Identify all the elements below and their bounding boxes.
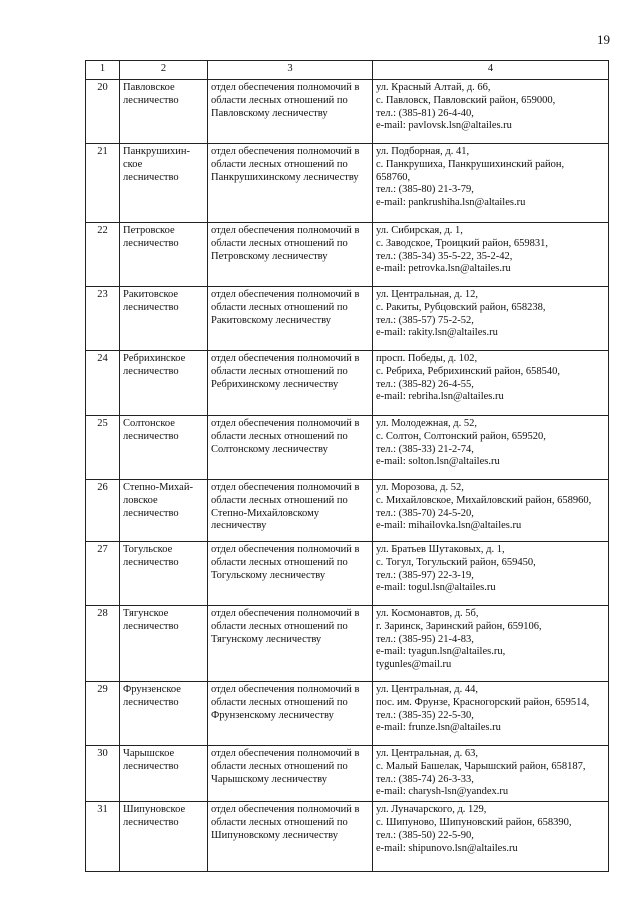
row-number: 29 bbox=[86, 682, 120, 746]
forestry-name: Степно-Михай- ловское лесничество bbox=[120, 480, 208, 542]
contact-info: просп. Победы, д. 102, с. Ребриха, Ребрихинский район, 658540, тел.: (385-82) 26-4-55, e-mail: rebriha.lsn@altailes.ru bbox=[373, 351, 609, 416]
forestry-name: Ракитовское лесничество bbox=[120, 287, 208, 351]
table-row bbox=[86, 223, 609, 287]
row-number: 25 bbox=[86, 416, 120, 480]
contact-info: ул. Морозова, д. 52, с. Михайловское, Михайловский район, 658960, тел.: (385-70) 24-5-20, e-mail: mihailovka.lsn@altailes.ru bbox=[373, 480, 609, 542]
department: отдел обеспечения полномочий в области лесных отношений по Петровскому лесничеству bbox=[208, 223, 373, 287]
header-cell-2: 2 bbox=[120, 61, 208, 80]
header-cell-3: 3 bbox=[208, 61, 373, 80]
forestry-name: Тогульское лесничество bbox=[120, 542, 208, 606]
forestry-name: Павловское лесничество bbox=[120, 80, 208, 144]
row-number: 27 bbox=[86, 542, 120, 606]
department: отдел обеспечения полномочий в области лесных отношений по Шипуновскому лесничеству bbox=[208, 802, 373, 872]
department: отдел обеспечения полномочий в области лесных отношений по Тогульскому лесничеству bbox=[208, 542, 373, 606]
forestry-name: Ребрихинское лесничество bbox=[120, 351, 208, 416]
department: отдел обеспечения полномочий в области лесных отношений по Солтонскому лесничеству bbox=[208, 416, 373, 480]
department: отдел обеспечения полномочий в области лесных отношений по Фрунзенскому лесничеству bbox=[208, 682, 373, 746]
contact-info: ул. Центральная, д. 44, пос. им. Фрунзе, Красногорский район, 659514, тел.: (385-35) 22-5-30, e-mail: frunze.lsn@altailes.ru bbox=[373, 682, 609, 746]
row-number: 21 bbox=[86, 144, 120, 223]
forestry-name: Солтонское лесничество bbox=[120, 416, 208, 480]
forestry-name: Шипуновское лесничество bbox=[120, 802, 208, 872]
department: отдел обеспечения полномочий в области лесных отношений по Чарышскому лесничеству bbox=[208, 746, 373, 802]
forestry-name: Чарышское лесничество bbox=[120, 746, 208, 802]
department: отдел обеспечения полномочий в области лесных отношений по Ребрихинскому лесничеству bbox=[208, 351, 373, 416]
department: отдел обеспечения полномочий в области лесных отношений по Павловскому лесничеству bbox=[208, 80, 373, 144]
row-number: 20 bbox=[86, 80, 120, 144]
row-number: 23 bbox=[86, 287, 120, 351]
row-number: 24 bbox=[86, 351, 120, 416]
forestry-name: Панкрушихин- ское лесничество bbox=[120, 144, 208, 223]
department: отдел обеспечения полномочий в области лесных отношений по Ракитовскому лесничеству bbox=[208, 287, 373, 351]
header-cell-4: 4 bbox=[373, 61, 609, 80]
department: отдел обеспечения полномочий в области лесных отношений по Тягунскому лесничеству bbox=[208, 606, 373, 682]
header-cell-1: 1 bbox=[86, 61, 120, 80]
contact-info: ул. Молодежная, д. 52, с. Солтон, Солтонский район, 659520, тел.: (385-33) 21-2-74, e-mail: solton.lsn@altailes.ru bbox=[373, 416, 609, 480]
row-number: 22 bbox=[86, 223, 120, 287]
forestry-name: Петровское лесничество bbox=[120, 223, 208, 287]
contact-info: ул. Подборная, д. 41, с. Панкрушиха, Панкрушихинский район, 658760, тел.: (385-80) 21-3-79, e-mail: pankrushiha.lsn@altailes.ru bbox=[373, 144, 609, 223]
row-number: 30 bbox=[86, 746, 120, 802]
page-number: 19 bbox=[597, 32, 610, 47]
row-number: 26 bbox=[86, 480, 120, 542]
contact-info: ул. Сибирская, д. 1, с. Заводское, Троицкий район, 659831, тел.: (385-34) 35-5-22, 35-2-42, e-mail: petrovka.lsn@altailes.ru bbox=[373, 223, 609, 287]
row-number: 31 bbox=[86, 802, 120, 872]
table-row bbox=[86, 351, 609, 416]
department: отдел обеспечения полномочий в области лесных отношений по Панкрушихинскому лесничеству bbox=[208, 144, 373, 223]
header-row bbox=[86, 61, 609, 80]
department: отдел обеспечения полномочий в области лесных отношений по Степно-Михайловскому лесничеству bbox=[208, 480, 373, 542]
table-row bbox=[86, 480, 609, 542]
forestry-name: Фрунзенское лесничество bbox=[120, 682, 208, 746]
contact-info: ул. Центральная, д. 12, с. Ракиты, Рубцовский район, 658238, тел.: (385-57) 75-2-52, e-mail: rakity.lsn@altailes.ru bbox=[373, 287, 609, 351]
table-row bbox=[86, 80, 609, 144]
contact-info: ул. Луначарского, д. 129, с. Шипуново, Шипуновский район, 658390, тел.: (385-50) 22-5-90, e-mail: shipunovo.lsn@altailes.ru bbox=[373, 802, 609, 872]
forestry-name: Тягунское лесничество bbox=[120, 606, 208, 682]
table-row bbox=[86, 287, 609, 351]
contact-info: ул. Космонавтов, д. 5б, г. Заринск, Заринский район, 659106, тел.: (385-95) 21-4-83, e-mail: tyagun.lsn@altailes.ru, tygunles@mail.ru bbox=[373, 606, 609, 682]
contact-info: ул. Братьев Шутаковых, д. 1, с. Тогул, Тогульский район, 659450, тел.: (385-97) 22-3-19, e-mail: togul.lsn@altailes.ru bbox=[373, 542, 609, 606]
row-number: 28 bbox=[86, 606, 120, 682]
table-row bbox=[86, 542, 609, 606]
table-row bbox=[86, 746, 609, 802]
contact-info: ул. Центральная, д. 63, с. Малый Башелак, Чарышский район, 658187, тел.: (385-74) 26-3-33, e-mail: charysh-lsn@yandex.ru bbox=[373, 746, 609, 802]
table-row bbox=[86, 606, 609, 682]
forestry-registry-table bbox=[85, 60, 609, 872]
table-row bbox=[86, 802, 609, 872]
contact-info: ул. Красный Алтай, д. 66, с. Павловск, Павловский район, 659000, тел.: (385-81) 26-4-40, e-mail: pavlovsk.lsn@altailes.ru bbox=[373, 80, 609, 144]
table-row bbox=[86, 416, 609, 480]
table-row bbox=[86, 144, 609, 223]
table-row bbox=[86, 682, 609, 746]
